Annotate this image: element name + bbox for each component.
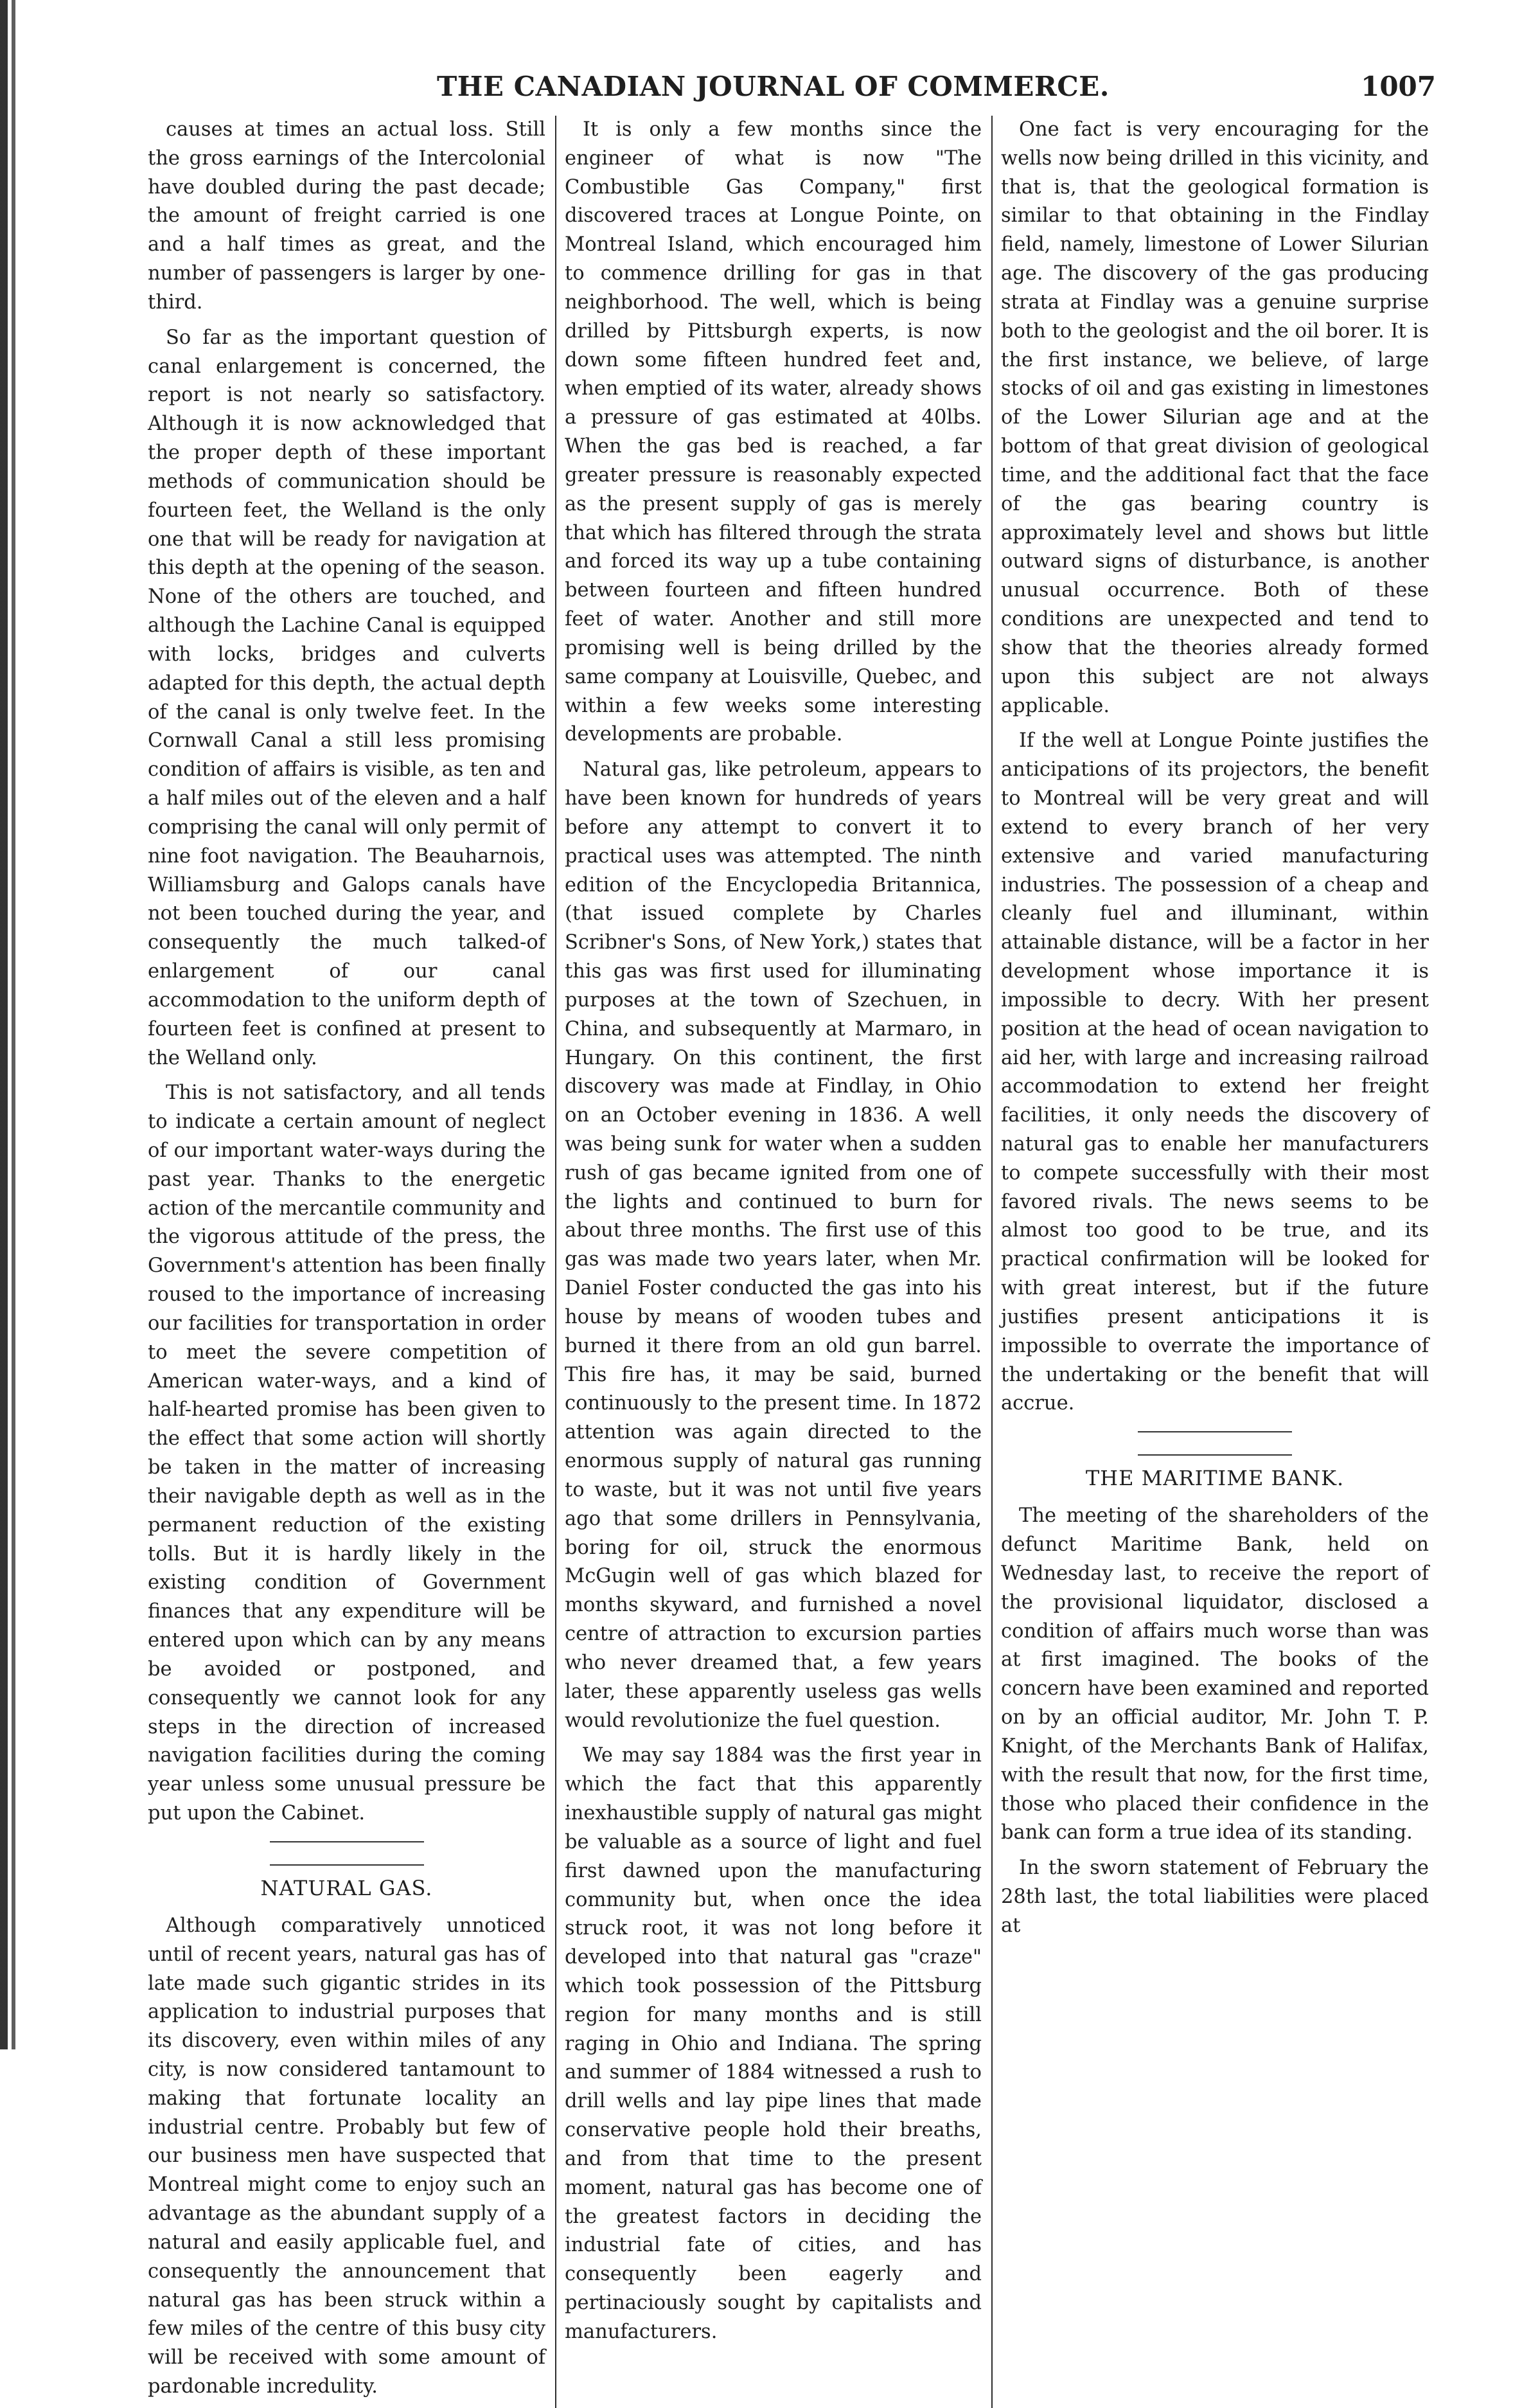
natural-gas-title: NATURAL GAS. [260,1875,433,1900]
section-divider [270,1841,424,1866]
section-divider [1138,1431,1292,1456]
journal-title: THE CANADIAN JOURNAL OF COMMERCE. [437,71,1110,102]
article-columns [148,116,1429,2398]
column-3 [1001,116,1429,2408]
maritime-bank-paragraph-1: The meeting of the shareholders of the defunct Maritime Bank, held on Wednesday last, to receive the report of the provisional liquidator, disclosed a condition of affairs much worse than was at first imagined. The books of the concern have been examined and reported on by an official auditor, Mr. John T. P. Knight, of the Merchants Bank of Halifax, with the result that now, for the first time, those who placed their confidence in the bank can form a true idea of its standing. [1001,1504,1429,1844]
column-2 [565,116,993,2408]
column-1 [148,116,556,2408]
page-header [148,71,1436,116]
natural-gas-paragraph-2: It is only a few months since the engineer of what is now "The Combustible Gas Company," first discovered traces at Longue Pointe, on Montreal Island, which encouraged him to commence drilling for gas in that neighborhood. The well, which is being drilled by Pittsburgh experts, is now down some fifteen hundred feet and, when emptied of its water, already shows a pressure of gas estimated at 40lbs. When the gas bed is reached, a far greater pressure is reasonably expected as the present supply of gas is merely that which has filtered through the strata and forced its way up a tube containing between fourteen and fifteen hundred feet of water. Another and still more promising well is being drilled by the same company at Louisville, Quebec, and within a few weeks some interesting developments are probable. [565,118,982,746]
canal-paragraph-3: This is not satisfactory, and all tends to indicate a certain amount of neglect of our important water-ways during the past year. Thanks to the energetic action of the mercantile community and the vigorous attitude of the press, the Government's attention has been finally roused to the importance of increasing our facilities for transportation in order to meet the severe competition of American water-ways, and a kind of half-hearted promise has been given to the effect that some action will shortly be taken in the matter of increasing their navigable depth as well as in the permanent reduction of the existing tolls. But it is hardly likely in the existing condition of Government finances that any expenditure will be entered upon which can by any means be avoided or postponed, and consequently we cannot look for any steps in the direction of increased navigation facilities during the coming year unless some unusual pressure be put upon the Cabinet. [148,1082,545,1825]
maritime-bank-paragraph-2: In the sworn statement of February the 28th last, the total liabilities were placed at [1001,1857,1429,1937]
left-page-binding [0,0,37,2049]
maritime-bank-title: THE MARITIME BANK. [1085,1466,1345,1491]
canal-paragraph-1: causes at times an actual loss. Still the gross earnings of the Intercolonial have doubled during the past decade; the amount of freight carried is one and a half times as great, and the number of passengers is larger by one-third. [148,118,545,314]
canal-paragraph-2: So far as the important question of canal enlargement is concerned, the report is not nearly so satisfactory. Although it is now acknowledged that the proper depth of these important methods of communication should be fourteen feet, the Welland is the only one that will be ready for navigation at this depth at the opening of the season. None of the others are touched, and although the Lachine Canal is equipped with locks, bridges and culverts adapted for this depth, the actual depth of the canal is only twelve feet. In the Cornwall Canal a still less promising condition of affairs is visible, as ten and a half miles out of the eleven and a half comprising the canal will only permit of nine foot navigation. The Beauharnois, Williamsburg and Galops canals have not been touched during the year, and consequently the much talked-of enlargement of our canal accommodation to the uniform depth of fourteen feet is confined at present to the Welland only. [148,326,545,1069]
natural-gas-paragraph-5: One fact is very encouraging for the wells now being drilled in this vicinity, and that is, that the geological formation is similar to that obtaining in the Findlay field, namely, limestone of Lower Silurian age. The discovery of the gas producing strata at Findlay was a genuine surprise both to the geologist and the oil borer. It is the first instance, we believe, of large stocks of oil and gas existing in limestones of the Lower Silurian age and at the bottom of that great division of geological time, and the additional fact that the face of the gas bearing country is approximately level and shows but little outward signs of disturbance, is another unusual occurrence. Both of these conditions are unexpected and tend to show that the theories already formed upon this subject are not always applicable. [1001,118,1429,717]
page-number: 1007 [1361,71,1436,102]
natural-gas-paragraph-1: Although comparatively unnoticed until of recent years, natural gas has of late made such gigantic strides in its application to industrial purposes that its discovery, even within miles of any city, is now considered tantamount to making that fortunate locality an industrial centre. Probably but few of our business men have suspected that Montreal might come to enjoy such an advantage as the abundant supply of a natural and easily applicable fuel, and consequently the announcement that natural gas has been struck within a few miles of the centre of this busy city will be received with some amount of pardonable incredulity. [148,1914,545,2398]
natural-gas-paragraph-6: If the well at Longue Pointe justifies the anticipations of its projectors, the benefit to Montreal will be very great and will extend to every branch of her very extensive and varied manufacturing industries. The possession of a cheap and cleanly fuel and illuminant, within attainable distance, will be a factor in her development whose importance it is impossible to decry. With her present position at the head of ocean navigation to aid her, with large and increasing railroad accommodation to extend her freight facilities, it only needs the discovery of natural gas to enable her manufacturers to compete successfully with their most favored rivals. The news seems to be almost too good to be true, and its practical confirmation will be looked for with great interest, but if the future justifies present anticipations it is impossible to overrate the importance of the undertaking or the benefit that will accrue. [1001,729,1429,1415]
natural-gas-paragraph-4: We may say 1884 was the first year in which the fact that this apparently inexhaustible supply of natural gas might be valuable as a source of light and fuel first dawned upon the manufacturing community but, when once the idea struck root, it was not long before it developed into that natural gas "craze" which took possession of the Pittsburg region for many months and is still raging in Ohio and Indiana. The spring and summer of 1884 witnessed a rush to drill wells and lay pipe lines that made conservative people hold their breaths, and from that time to the present moment, natural gas has become one of the greatest factors in deciding the industrial fate of cities, and has consequently been eagerly and pertinaciously sought by capitalists and manufacturers. [565,1744,982,2343]
natural-gas-paragraph-3: Natural gas, like petroleum, appears to have been known for hundreds of years before any attempt to convert it to practical uses was attempted. The ninth edition of the Encyclopedia Britannica, (that issued complete by Charles Scribner's Sons, of New York,) states that this gas was first used for illuminating purposes at the town of Szechuen, in China, and subsequently at Marmaro, in Hungary. On this continent, the first discovery was made at Findlay, in Ohio on an October evening in 1836. A well was being sunk for water when a sudden rush of gas became ignited from one of the lights and continued to burn for about three months. The first use of this gas was made two years later, when Mr. Daniel Foster conducted the gas into his house by means of wooden tubes and burned it there from an old gun barrel. This fire has, it may be said, burned continuously to the present time. In 1872 attention was again directed to the enormous supply of natural gas running to waste, but it was not until five years ago that some drillers in Pennsylvania, boring for oil, struck the enormous McGugin well of gas which blazed for months skyward, and furnished a novel centre of attraction to excursion parties who never dreamed that, a few years later, these apparently useless gas wells would revolutionize the fuel question. [565,758,982,1732]
